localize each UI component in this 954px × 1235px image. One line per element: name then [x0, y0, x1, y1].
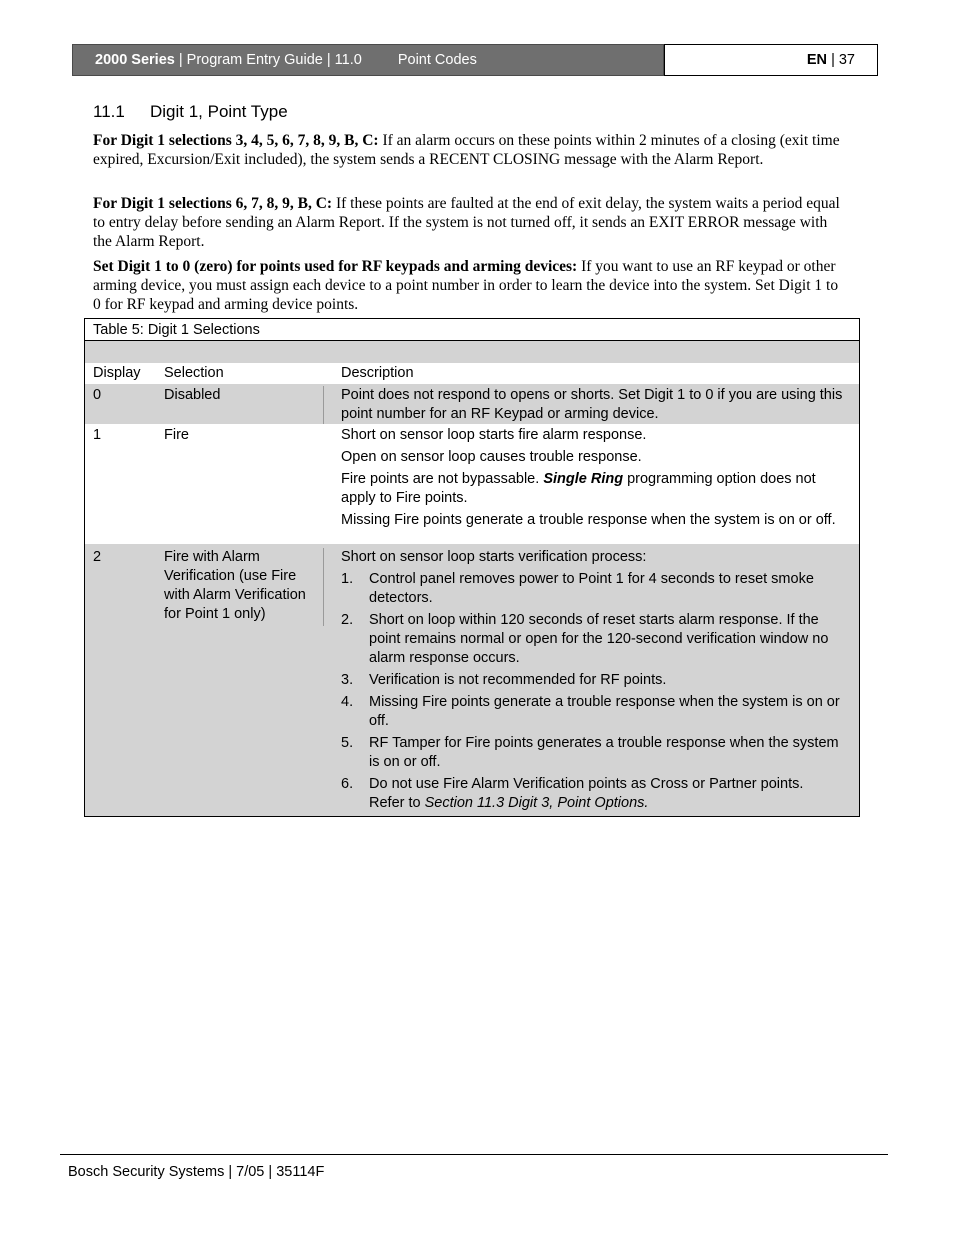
section-name: Point Codes — [397, 52, 477, 68]
list-number: 2. — [341, 612, 354, 628]
language-code: EN — [806, 52, 828, 68]
list-text: RF Tamper for Fire points generates a trouble response when the system is on or off. — [369, 735, 839, 770]
list-item — [341, 570, 845, 608]
cell-display: 1 — [93, 426, 102, 443]
list-item — [341, 775, 845, 813]
list-text — [369, 775, 845, 813]
paragraph-lead: For Digit 1 selections 6, 7, 8, 9, B, C: — [93, 195, 333, 212]
description-intro: Short on sensor loop starts verification process: — [341, 549, 647, 565]
table-row — [85, 384, 859, 424]
series-name: 2000 Series — [95, 52, 175, 68]
list-item — [341, 693, 845, 731]
paragraph-lead: Set Digit 1 to 0 (zero) for points used for RF keypads and arming devices: — [93, 258, 578, 275]
cell-selection: Fire — [164, 426, 189, 443]
description-text: programming option does not apply to Fire points. — [341, 470, 816, 506]
list-text: Verification is not recommended for RF points. — [369, 672, 667, 688]
paragraph-text: If you want to use an RF keypad or other arming device, you must assign each device to a point number in order to learn the device into the system. Set Digit 1 to 0 for RF keypad and arming device points. — [93, 258, 839, 313]
paragraph-text: If these points are faulted at the end of exit delay, the system waits a period equal to entry delay before sending an Alarm Report. If the system is not turned off, it sends an EXIT ERROR message with the Alarm Report. — [93, 195, 840, 250]
section-title: Digit 1, Point Type — [150, 102, 288, 121]
guide-title: Program Entry Guide | 11.0 — [186, 52, 362, 68]
cell-description — [324, 426, 859, 544]
paragraph-lead: For Digit 1 selections 3, 4, 5, 6, 7, 8, 9, B, C: — [93, 132, 379, 149]
list-text: Short on loop within 120 seconds of reset starts alarm response. If the point remains normal or open for the 120-second verification window no alarm response occurs. — [369, 612, 829, 666]
list-number: 5. — [341, 735, 354, 751]
section-reference: Section 11.3 Digit 3, Point Options. — [424, 795, 649, 811]
table-row — [85, 424, 859, 544]
list-item — [341, 671, 845, 690]
page-number: | 37 — [827, 52, 855, 68]
page-header — [72, 44, 878, 76]
verification-steps-list — [341, 570, 845, 813]
paragraph-rf-keypads — [93, 257, 845, 314]
list-text-main: Do not use Fire Alarm Verification points as Cross or Partner points. — [369, 776, 804, 792]
cell-description: Point does not respond to opens or shorts. Set Digit 1 to 0 if you are using this point number for an RF Keypad or arming device. — [341, 386, 843, 422]
description-line: Missing Fire points generate a trouble response when the system is on or off. — [341, 511, 836, 528]
list-number: 1. — [341, 571, 354, 587]
description-text: Fire points are not bypassable. — [341, 470, 544, 487]
table-band — [85, 341, 859, 362]
column-header-display: Display — [93, 365, 141, 382]
reference-prefix: Refer to — [369, 795, 425, 811]
header-left — [72, 44, 664, 76]
list-item — [341, 734, 845, 772]
digit1-selections-table — [84, 318, 860, 817]
list-item — [341, 611, 845, 668]
cell-display: 0 — [93, 386, 102, 403]
table-title — [85, 319, 859, 341]
cell-selection: Disabled — [156, 386, 324, 424]
list-text: Missing Fire points generate a trouble response when the system is on or off. — [369, 694, 840, 729]
cell-description — [324, 548, 859, 816]
description-line: Short on sensor loop starts fire alarm response. — [341, 426, 647, 443]
section-heading — [93, 102, 288, 122]
list-number: 3. — [341, 672, 354, 688]
table-row — [85, 544, 859, 816]
cell-display: 2 — [93, 549, 102, 565]
header-sep: | — [174, 52, 187, 68]
table-header-row — [85, 363, 859, 384]
list-number: 6. — [341, 776, 354, 792]
section-number: 11.1 — [93, 102, 125, 121]
header-right — [664, 44, 878, 76]
cell-selection: Fire with Alarm Verification (use Fire with Alarm Verification for Point 1 only) — [156, 548, 324, 626]
description-line: Open on sensor loop causes trouble response. — [341, 448, 642, 465]
footer-rule — [60, 1154, 888, 1155]
list-text: Control panel removes power to Point 1 for 4 seconds to reset smoke detectors. — [369, 571, 814, 606]
list-number: 4. — [341, 694, 354, 710]
column-header-selection: Selection — [164, 365, 224, 382]
paragraph-exit-error — [93, 194, 845, 251]
single-ring-term: Single Ring — [543, 470, 624, 487]
description-line — [341, 470, 845, 508]
column-header-description: Description — [341, 365, 414, 382]
paragraph-recent-closing — [93, 131, 845, 169]
paragraph-text: If an alarm occurs on these points within 2 minutes of a closing (exit time expired, Excursion/Exit included), the system sends a RECENT CLOSING message with the Alarm Report. — [93, 132, 840, 168]
footer-text: Bosch Security Systems | 7/05 | 35114F — [68, 1164, 325, 1180]
table-title-text: Table 5: Digit 1 Selections — [93, 321, 260, 338]
